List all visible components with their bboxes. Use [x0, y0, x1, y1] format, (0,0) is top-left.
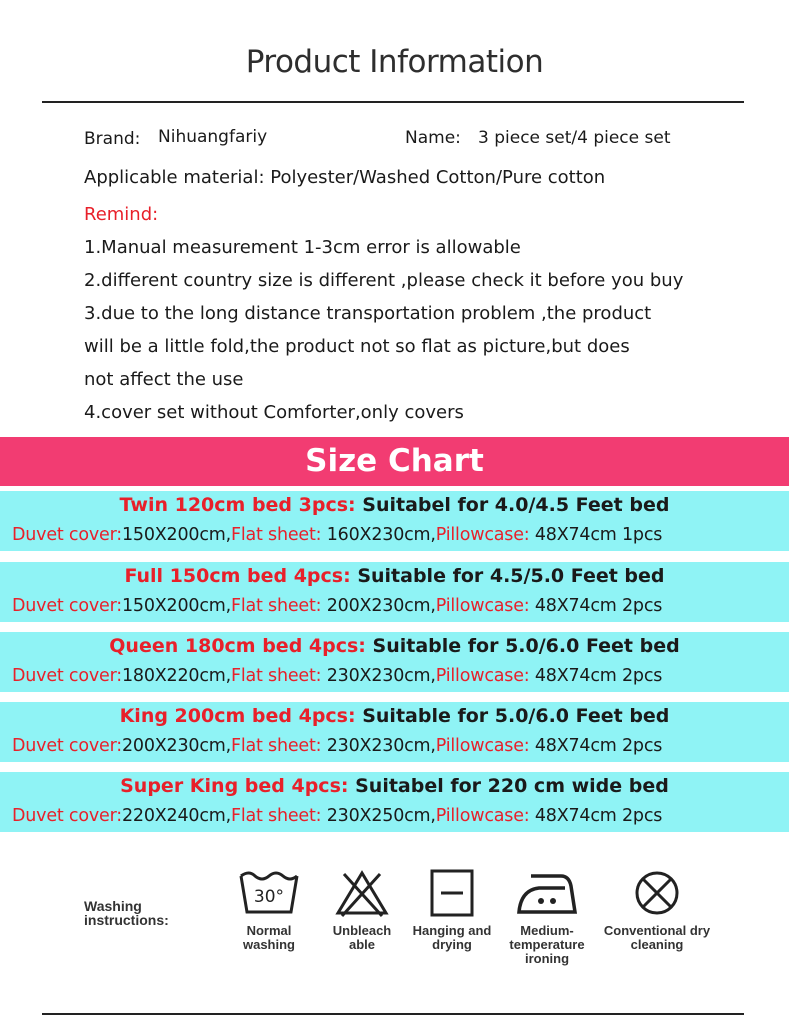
size-row-super-king — [0, 772, 789, 832]
washing-label-line: Washing — [84, 898, 142, 914]
dry-clean-icon — [632, 868, 682, 918]
bed-size-label: Super King bed 4pcs: — [120, 775, 349, 797]
bed-suitability: Suitabel for 220 cm wide bed — [355, 775, 669, 797]
size-row-king — [0, 702, 789, 762]
size-row-full — [0, 562, 789, 622]
wash-item-hang — [397, 868, 507, 952]
flat-sheet-size: 160X230cm, — [321, 525, 436, 545]
bed-size-label: Twin 120cm bed 3pcs: — [119, 494, 356, 516]
note-line: 3.due to the long distance transportation problem ,the product — [84, 303, 652, 324]
wash-30-icon — [237, 868, 301, 918]
remind-label: Remind: — [84, 204, 159, 225]
page-title: Product Information — [245, 44, 544, 80]
size-row-heading — [0, 565, 789, 587]
size-row-heading — [0, 705, 789, 727]
pillowcase-label: Pillowcase: — [435, 736, 530, 756]
pillowcase-size: 48X74cm 2pcs — [529, 596, 663, 616]
note-line: will be a little fold,the product not so flat as picture,but does — [84, 336, 630, 357]
size-row-queen — [0, 632, 789, 692]
duvet-size: 220X240cm, — [121, 806, 231, 826]
bed-suitability: Suitable for 5.0/6.0 Feet bed — [362, 705, 670, 727]
hang-dry-icon — [427, 868, 477, 918]
name-value: 3 piece set/4 piece set — [478, 128, 671, 148]
duvet-label: Duvet cover: — [12, 806, 122, 826]
bed-size-label: Queen 180cm bed 4pcs: — [109, 635, 366, 657]
duvet-size: 150X200cm, — [121, 525, 231, 545]
pillowcase-label: Pillowcase: — [435, 806, 530, 826]
size-row-heading — [0, 494, 789, 516]
title-divider — [42, 101, 744, 103]
bed-size-label: King 200cm bed 4pcs: — [119, 705, 356, 727]
wash-item-dryclean — [586, 868, 728, 952]
pillowcase-label: Pillowcase: — [435, 666, 530, 686]
brand-label: Brand: — [84, 129, 141, 149]
bed-suitability: Suitable for 5.0/6.0 Feet bed — [372, 635, 680, 657]
flat-sheet-size: 230X230cm, — [321, 736, 436, 756]
note-line: 4.cover set without Comforter,only covers — [84, 402, 464, 423]
size-row-twin — [0, 491, 789, 551]
brand-value: Nihuangfariy — [158, 127, 268, 147]
duvet-label: Duvet cover: — [12, 736, 122, 756]
duvet-size: 180X220cm, — [121, 666, 231, 686]
duvet-size: 200X230cm, — [121, 736, 231, 756]
size-row-heading — [0, 775, 789, 797]
note-line: 2.different country size is different ,please check it before you buy — [84, 270, 684, 291]
wash-caption: Unbleach able — [332, 923, 392, 952]
iron-medium-icon — [515, 868, 579, 918]
size-row-dimensions — [12, 806, 662, 826]
bed-suitability: Suitabel for 4.0/4.5 Feet bed — [362, 494, 670, 516]
wash-caption: Medium- temperature ironing — [509, 923, 585, 966]
flat-sheet-label: Flat sheet: — [230, 596, 322, 616]
bed-suitability: Suitable for 4.5/5.0 Feet bed — [357, 565, 665, 587]
bed-size-label: Full 150cm bed 4pcs: — [124, 565, 351, 587]
duvet-label: Duvet cover: — [12, 525, 122, 545]
pillowcase-size: 48X74cm 2pcs — [529, 666, 663, 686]
size-row-dimensions — [12, 736, 662, 756]
flat-sheet-label: Flat sheet: — [230, 666, 322, 686]
flat-sheet-size: 230X250cm, — [321, 806, 436, 826]
note-line: not affect the use — [84, 369, 244, 390]
name-label: Name: — [405, 128, 461, 148]
size-row-dimensions — [12, 596, 662, 616]
note-line: 1.Manual measurement 1-3cm error is allowable — [84, 237, 521, 258]
wash-caption: Normal washing — [242, 923, 295, 952]
flat-sheet-label: Flat sheet: — [230, 806, 322, 826]
wash-temperature: 30° — [253, 887, 285, 907]
size-row-dimensions — [12, 666, 662, 686]
pillowcase-label: Pillowcase: — [435, 525, 530, 545]
size-row-dimensions — [12, 525, 662, 545]
washing-instructions-label — [84, 899, 169, 927]
duvet-size: 150X200cm, — [121, 596, 231, 616]
size-row-heading — [0, 635, 789, 657]
wash-caption: Hanging and drying — [412, 923, 492, 952]
flat-sheet-label: Flat sheet: — [230, 736, 322, 756]
pillowcase-size: 48X74cm 1pcs — [529, 525, 663, 545]
pillowcase-label: Pillowcase: — [435, 596, 530, 616]
bottom-divider — [42, 1013, 744, 1015]
duvet-label: Duvet cover: — [12, 666, 122, 686]
wash-caption: Conventional dry cleaning — [603, 923, 711, 952]
pillowcase-size: 48X74cm 2pcs — [529, 806, 663, 826]
washing-label-line: instructions: — [84, 912, 169, 928]
pillowcase-size: 48X74cm 2pcs — [529, 736, 663, 756]
material-line: Applicable material: Polyester/Washed Cotton/Pure cotton — [84, 167, 606, 188]
duvet-label: Duvet cover: — [12, 596, 122, 616]
no-bleach-icon — [334, 868, 390, 918]
flat-sheet-size: 200X230cm, — [321, 596, 436, 616]
flat-sheet-size: 230X230cm, — [321, 666, 436, 686]
size-chart-banner: Size Chart — [0, 437, 789, 486]
flat-sheet-label: Flat sheet: — [230, 525, 322, 545]
